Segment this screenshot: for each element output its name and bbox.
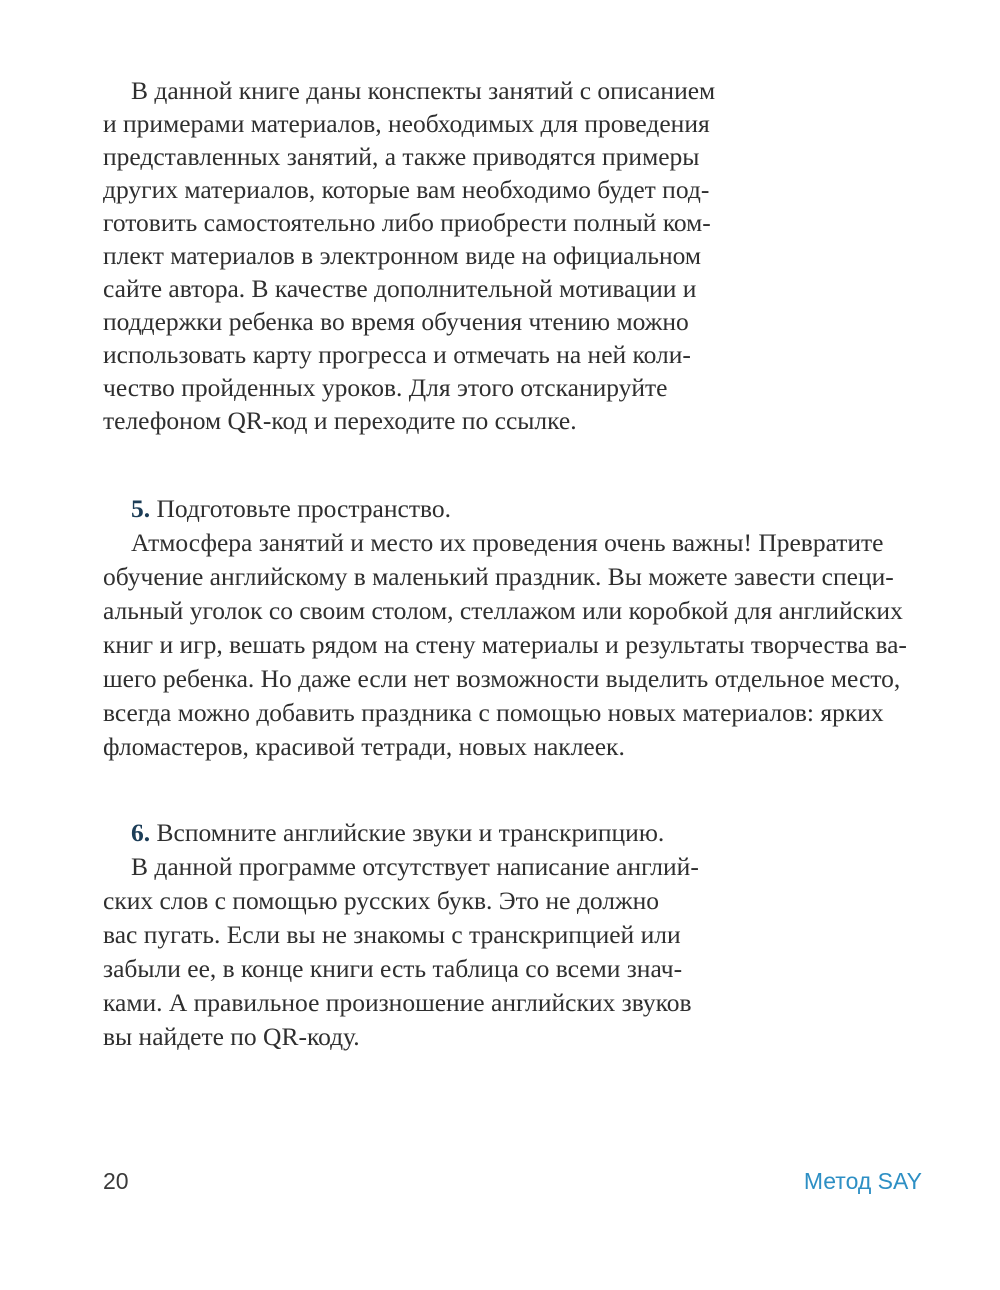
intro-line: использовать карту прогресса и отмечать на ней коли- xyxy=(103,340,691,369)
section-5-line: обучение английскому в маленький праздник. Вы можете завести специ- xyxy=(103,562,894,591)
section-5-line: альный уголок со своим столом, стеллажом или коробкой для английских xyxy=(103,596,903,625)
section-5-line: фломастеров, красивой тетради, новых наклеек. xyxy=(103,732,625,761)
section-6-heading-text: Вспомните английские звуки и транскрипцию. xyxy=(150,818,665,847)
intro-line: и примерами материалов, необходимых для проведения xyxy=(103,109,710,138)
section-6-line: вы найдете по QR-коду. xyxy=(103,1022,360,1051)
intro-line: представленных занятий, а также приводятся примеры xyxy=(103,142,700,171)
section-6-line: ских слов с помощью русских букв. Это не должно xyxy=(103,886,659,915)
intro-line: поддержки ребенка во время обучения чтению можно xyxy=(103,307,689,336)
intro-line: телефоном QR-код и переходите по ссылке. xyxy=(103,406,577,435)
section-6-number: 6. xyxy=(131,818,151,847)
section-6-line: ками. А правильное произношение английских звуков xyxy=(103,988,692,1017)
section-5-line: шего ребенка. Но даже если нет возможности выделить отдельное место, xyxy=(103,664,901,693)
intro-line: других материалов, которые вам необходимо будет под- xyxy=(103,175,710,204)
section-6-heading xyxy=(131,817,664,849)
page-number: 20 xyxy=(103,1168,129,1194)
section-5-line: Атмосфера занятий и место их проведения очень важны! Превратите xyxy=(131,528,884,557)
brand-label: Метод SAY xyxy=(803,1168,922,1194)
section-6-line: В данной программе отсутствует написание англий- xyxy=(131,852,699,881)
section-5-line: всегда можно добавить праздника с помощью новых материалов: ярких xyxy=(103,698,884,727)
section-5-number: 5. xyxy=(131,494,151,523)
intro-line: готовить самостоятельно либо приобрести полный ком- xyxy=(103,208,711,237)
intro-line: В данной книге даны конспекты занятий с описанием xyxy=(131,76,716,105)
section-6-line: забыли ее, в конце книги есть таблица со всеми знач- xyxy=(103,954,683,983)
section-5-heading xyxy=(131,493,451,525)
intro-line: плект материалов в электронном виде на официальном xyxy=(103,241,702,270)
section-5-line: книг и игр, вешать рядом на стену материалы и результаты творчества ва- xyxy=(103,630,907,659)
intro-line: сайте автора. В качестве дополнительной мотивации и xyxy=(103,274,697,303)
section-5-heading-text: Подготовьте пространство. xyxy=(150,494,451,523)
section-6-line: вас пугать. Если вы не знакомы с транскрипцией или xyxy=(103,920,681,949)
intro-line: чество пройденных уроков. Для этого отсканируйте xyxy=(103,373,668,402)
